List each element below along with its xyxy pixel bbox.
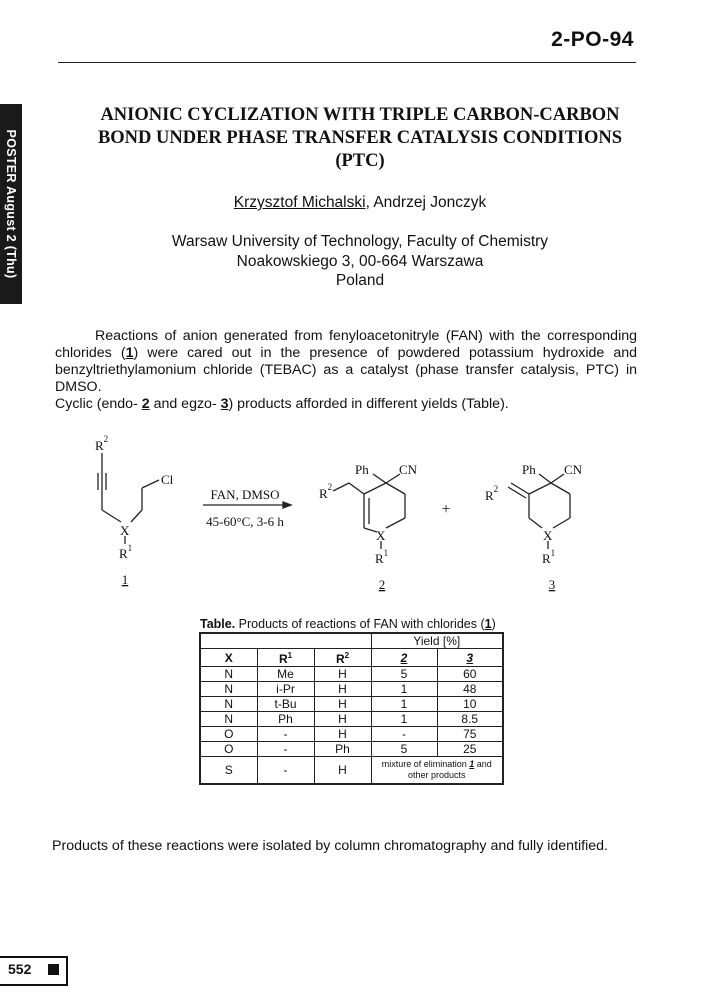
- table-cell: 5: [371, 742, 437, 757]
- yield-table: [199, 632, 504, 785]
- r2-label: $R^2$: [319, 482, 333, 501]
- presenting-author: Krzysztof Michalski: [233, 194, 366, 211]
- compound-ref: 1: [484, 617, 492, 631]
- caption-label: Table.: [200, 617, 236, 631]
- table-cell: -: [257, 742, 314, 757]
- table-cell: O: [200, 727, 257, 742]
- paper-title: [40, 104, 680, 173]
- compound-ref: 1: [125, 345, 134, 361]
- table-row: [200, 727, 503, 742]
- compound-number-3: 3: [548, 577, 556, 592]
- col-header-3: 3: [437, 649, 503, 667]
- affiliation: [40, 232, 680, 291]
- bond: [551, 483, 570, 494]
- reagent-top: FAN, DMSO: [210, 487, 280, 502]
- affiliation-line-1: Warsaw University of Technology, Faculty of Chemistry: [171, 233, 549, 250]
- table-cell: 75: [437, 727, 503, 742]
- table-cell: H: [314, 667, 371, 682]
- table-cell: O: [200, 742, 257, 757]
- side-tab-label: POSTER August 2 (Thu): [4, 129, 18, 279]
- table-cell: H: [314, 712, 371, 727]
- table-cell: 48: [437, 682, 503, 697]
- table-row: [200, 757, 503, 785]
- table-cell: N: [200, 712, 257, 727]
- bond: [386, 518, 405, 528]
- table-row: [200, 667, 503, 682]
- page-number: 552: [8, 961, 32, 977]
- exocyclic-double-bond: [511, 483, 529, 494]
- bond: [529, 518, 542, 528]
- page-marker-square: [48, 964, 59, 975]
- note-text: and other products: [407, 759, 492, 780]
- bond: [364, 483, 386, 494]
- table-cell: 1: [371, 682, 437, 697]
- table-cell: t-Bu: [257, 697, 314, 712]
- bond: [529, 483, 551, 494]
- yield-header: Yield [%]: [371, 633, 503, 649]
- caption-text: Products of reactions of FAN with chlorides (: [235, 617, 485, 631]
- col-header-x: X: [200, 649, 257, 667]
- ph-label: Ph: [522, 462, 536, 477]
- table-cell: Ph: [314, 742, 371, 757]
- compound-ref: 2: [141, 396, 150, 412]
- table-row: [200, 697, 503, 712]
- table-cell: -: [257, 757, 314, 785]
- compound-number-1: 1: [121, 572, 129, 587]
- table-caption: [200, 617, 496, 631]
- table-cell: N: [200, 682, 257, 697]
- r1-label: $R^1$: [119, 543, 133, 561]
- table-cell: -: [257, 727, 314, 742]
- bond: [551, 474, 564, 483]
- table-cell: S: [200, 757, 257, 785]
- abstract-paragraph-1: [55, 328, 637, 396]
- abstract: [55, 328, 637, 413]
- abstract-text: and egzo-: [149, 396, 221, 412]
- table-cell: 1: [371, 697, 437, 712]
- table-cell: N: [200, 667, 257, 682]
- ph-label: Ph: [355, 462, 369, 477]
- col-header-2: 2: [371, 649, 437, 667]
- compound-number-2: 2: [378, 577, 386, 592]
- table-cell: Ph: [257, 712, 314, 727]
- bond: [131, 510, 142, 522]
- affiliation-line-3: Poland: [335, 272, 385, 289]
- abstract-text: ) were cared out in the presence of powdered potassium hydroxide and benzyltriethylamonium chloride (TEBAC) as a catalyst (phase transfer catalysis, PTC) in DMSO.: [55, 345, 637, 395]
- authors: [40, 194, 680, 212]
- table-row: [200, 742, 503, 757]
- bond: [333, 483, 349, 491]
- table-cell: Me: [257, 667, 314, 682]
- abstract-text: Cyclic (endo-: [55, 396, 142, 412]
- x-label: X: [376, 528, 386, 543]
- abstract-paragraph-2: [55, 396, 637, 413]
- abstract-text: Reactions of anion generated from fenyloacetonitryle (FAN) with the corresponding chlorides (: [55, 328, 637, 361]
- r2-label: $R^2$: [95, 434, 109, 453]
- table-cell: 25: [437, 742, 503, 757]
- exocyclic-double-bond: [508, 487, 526, 498]
- table-cell: H: [314, 727, 371, 742]
- empty-header-cell: [200, 633, 371, 649]
- table-cell: H: [314, 682, 371, 697]
- bond: [553, 518, 570, 528]
- table-cell: H: [314, 757, 371, 785]
- reagent-bottom: 45-60°C, 3-6 h: [206, 514, 284, 529]
- table-row: [200, 712, 503, 727]
- bond: [373, 474, 386, 483]
- cn-label: CN: [564, 462, 583, 477]
- table-cell: 60: [437, 667, 503, 682]
- cl-label: Cl: [161, 472, 174, 487]
- reaction-scheme: [55, 428, 615, 598]
- table-cell: H: [314, 697, 371, 712]
- col-header-r1: $R^1$: [257, 649, 314, 667]
- arrow-head: [283, 502, 291, 508]
- compound-ref: 1: [469, 759, 475, 769]
- table-cell: N: [200, 697, 257, 712]
- caption-text: ): [491, 617, 496, 631]
- bond: [102, 510, 121, 522]
- compound-ref: 3: [220, 396, 229, 412]
- title-line-1: ANIONIC CYCLIZATION WITH TRIPLE CARBON-CARBON: [100, 105, 620, 125]
- table-cell: i-Pr: [257, 682, 314, 697]
- title-line-2: BOND UNDER PHASE TRANSFER CATALYSIS CONDITIONS: [97, 128, 623, 148]
- conclusion-text: Products of these reactions were isolated by column chromatography and fully identified.: [52, 838, 608, 854]
- col-header-r2: $R^2$: [314, 649, 371, 667]
- table-cell: 1: [371, 712, 437, 727]
- table-header-row: [200, 633, 503, 649]
- table-cell: 5: [371, 667, 437, 682]
- bond: [142, 480, 159, 488]
- title-line-3: (PTC): [335, 151, 385, 171]
- column-header-row: [200, 649, 503, 667]
- affiliation-line-2: Noakowskiego 3, 00-664 Warszawa: [236, 252, 484, 270]
- table-row: [200, 682, 503, 697]
- bond: [349, 483, 364, 494]
- cn-label: CN: [399, 462, 418, 477]
- r1-label: $R^1$: [375, 548, 389, 566]
- bond: [539, 474, 551, 483]
- r2-label: $R^2$: [485, 484, 499, 503]
- bond: [386, 483, 405, 494]
- r1-label: $R^1$: [542, 548, 556, 566]
- x-label: X: [543, 528, 553, 543]
- co-authors: , Andrzej Jonczyk: [365, 194, 487, 211]
- plus-sign: +: [441, 501, 451, 518]
- table-cell: 8.5: [437, 712, 503, 727]
- poster-code: 2-PO-94: [551, 28, 634, 51]
- x-label: X: [120, 523, 130, 538]
- note-text: mixture of elimination: [381, 759, 470, 769]
- table-cell: 10: [437, 697, 503, 712]
- table-cell: -: [371, 727, 437, 742]
- abstract-text: ) products afforded in different yields (Table).: [228, 396, 509, 412]
- table-note-cell: [371, 757, 503, 785]
- header-rule: [58, 62, 636, 63]
- bond: [386, 474, 400, 483]
